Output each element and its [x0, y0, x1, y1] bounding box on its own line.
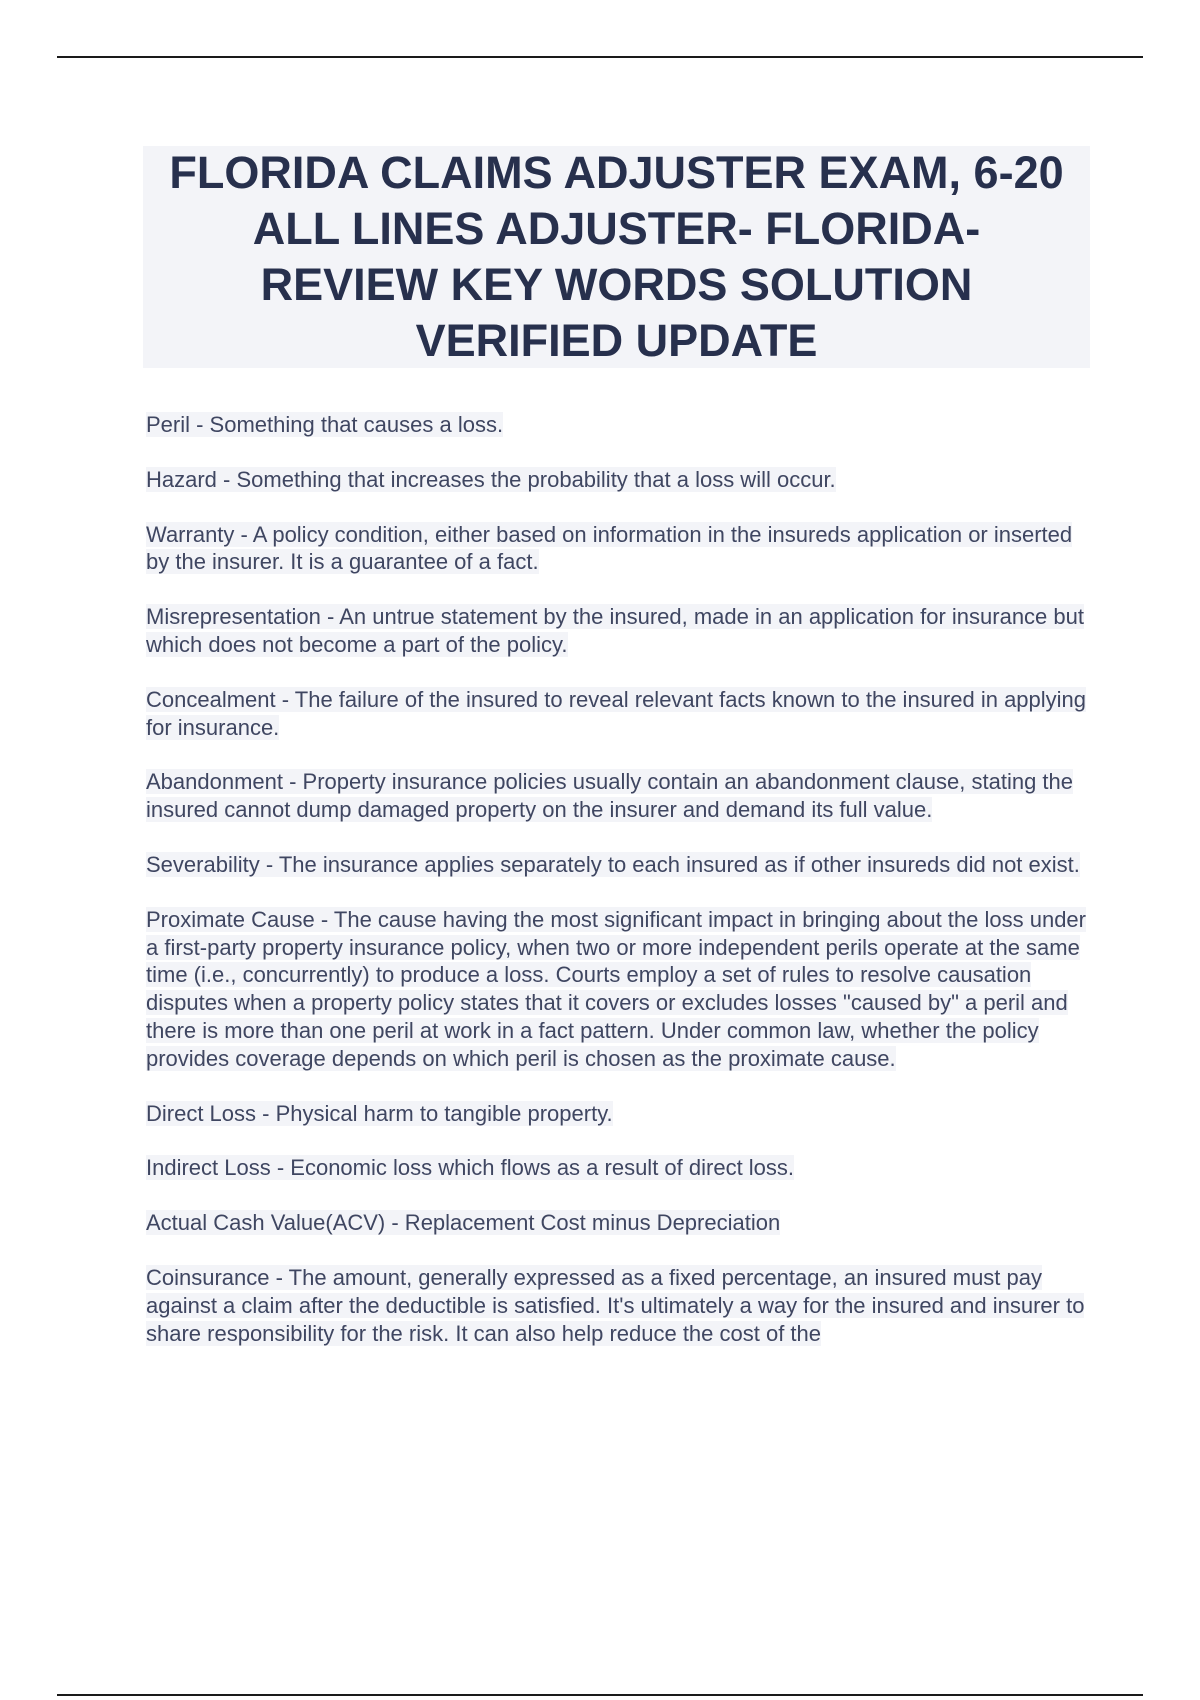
definition-concealment — [146, 686, 1092, 742]
bottom-rule — [57, 1694, 1143, 1696]
definition-text: Abandonment - Property insurance policies usually contain an abandonment clause, stating the insured cannot dump damaged property on the insurer and demand its full value. — [146, 769, 1074, 823]
definition-misrepresentation — [146, 603, 1092, 659]
definitions-list — [146, 411, 1092, 1374]
definition-text: Warranty - A policy condition, either based on information in the insureds application or inserted by the insurer. It is a guarantee of a fact. — [146, 521, 1073, 575]
definition-text: Severability - The insurance applies separately to each insured as if other insureds did not exist. — [146, 851, 1080, 877]
definition-severability — [146, 851, 1092, 879]
definition-peril — [146, 411, 1092, 439]
definition-indirect-loss — [146, 1154, 1092, 1182]
definition-text: Coinsurance - The amount, generally expressed as a fixed percentage, an insured must pay against a claim after the deductible is satisfied. It's ultimately a way for the insured and insurer to share responsibility for the risk. It can also help reduce the cost of the — [146, 1264, 1085, 1346]
definition-direct-loss — [146, 1100, 1092, 1128]
definition-text: Actual Cash Value(ACV) - Replacement Cost minus Depreciation — [146, 1210, 781, 1236]
definition-text: Proximate Cause - The cause having the most significant impact in bringing about the loss under a first-party property insurance policy, when two or more independent perils operate at the same time (i.e., concurrently) to produce a loss. Courts employ a set of rules to resolve causation disputes when a property policy states that it covers or excludes losses "caused by" a peril and there is more than one peril at work in a fact pattern. Under common law, whether the policy provides coverage depends on which peril is chosen as the proximate cause. — [146, 906, 1086, 1071]
definition-warranty — [146, 521, 1092, 577]
top-rule — [57, 56, 1143, 58]
definition-text: Misrepresentation - An untrue statement by the insured, made in an application for insurance but which does not become a part of the policy. — [146, 604, 1084, 657]
definition-proximate-cause — [146, 906, 1092, 1073]
definition-actual-cash-value — [146, 1209, 1092, 1237]
definition-text: Direct Loss - Physical harm to tangible property. — [146, 1100, 613, 1126]
definition-text: Hazard - Something that increases the probability that a loss will occur. — [146, 466, 836, 492]
definition-text: Peril - Something that causes a loss. — [146, 412, 504, 437]
definition-text: Concealment - The failure of the insured to reveal relevant facts known to the insured in applying for insurance. — [146, 686, 1087, 740]
title-banner — [143, 146, 1090, 368]
definition-coinsurance — [146, 1264, 1092, 1347]
definition-hazard — [146, 466, 1092, 494]
definition-text: Indirect Loss - Economic loss which flows as a result of direct loss. — [146, 1155, 795, 1181]
document-title: FLORIDA CLAIMS ADJUSTER EXAM, 6-20 ALL LINES ADJUSTER- FLORIDA-REVIEW KEY WORDS SOLUTION VERIFIED UPDATE — [169, 147, 1064, 366]
definition-abandonment — [146, 768, 1092, 824]
